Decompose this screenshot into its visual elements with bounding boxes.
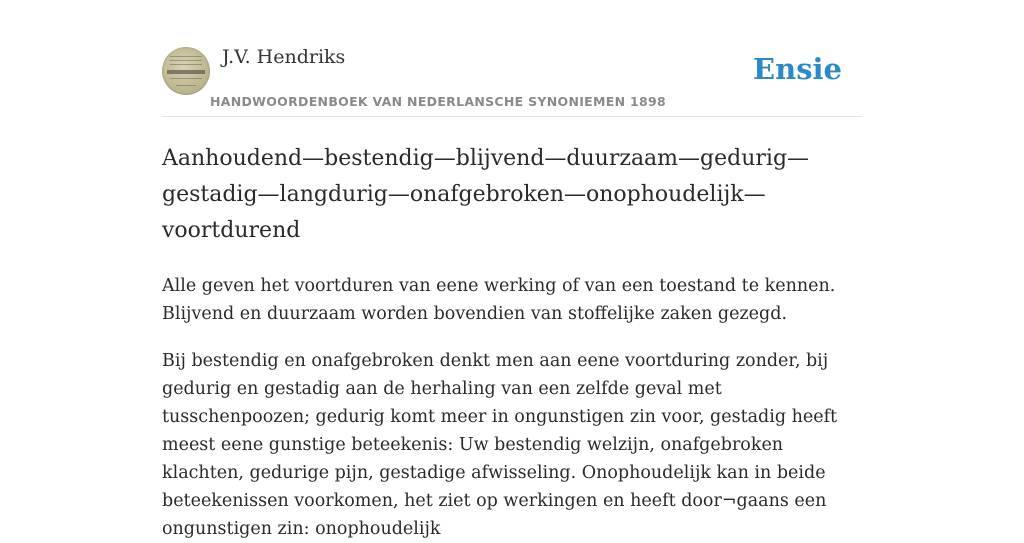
page-content — [162, 0, 862, 543]
entry-paragraph-2: Bij bestendig en onafgebroken denkt men aan eene voortduring zonder, bij gedurig en gestadig aan de herhaling van een zelfde geval met tusschenpoozen; gedurig komt meer in ongunstigen zin voor, gestadig heeft meest eene gunstige beteekenis: Uw bestendig welzijn, onafgebroken klachten, gedurige pijn, gestadige afwisseling. Onophoudelijk kan in beide beteekenissen voorkomen, het ziet op werkingen en heeft door¬gaans een ongunstigen zin: onophoudelijk — [162, 351, 838, 539]
book-cover-thumbnail[interactable] — [162, 47, 210, 95]
source-title[interactable]: HANDWOORDENBOEK VAN NEDERLANSCHE SYNONIEMEN 1898 — [210, 94, 667, 109]
entry-paragraph-1: Alle geven het voortduren van eene werking of van een toestand te kennen. Blijvend en duurzaam worden bovendien van stoffelijke zaken gezegd. — [162, 276, 836, 324]
ensie-logo-link[interactable]: Ensie — [753, 52, 842, 86]
entry-header — [162, 0, 862, 117]
author-name[interactable]: J.V. Hendriks — [222, 46, 346, 68]
entry-title: Aanhoudend—bestendig—blijvend—duurzaam—gedurig—gestadig—langdurig—onafgebroken—onophoudelijk—voortdurend — [162, 146, 810, 243]
